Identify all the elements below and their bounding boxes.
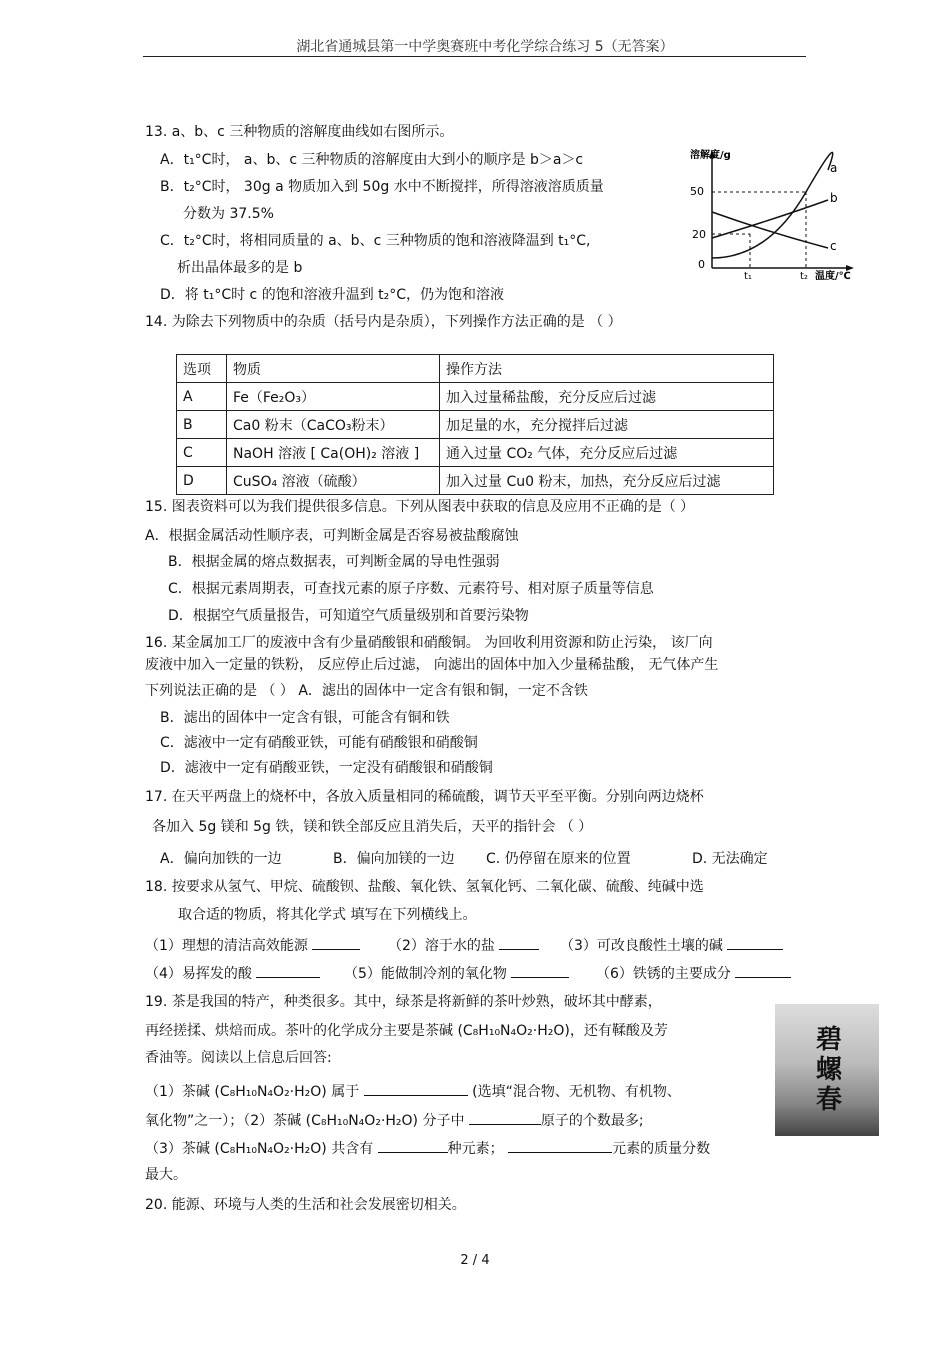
q17-line1: 17. 在天平两盘上的烧杯中，各放入质量相同的稀硫酸，调节天平至平衡。分别向两边烧杯 bbox=[145, 789, 704, 805]
q18-part6-label: （6）铁锈的主要成分 bbox=[596, 966, 731, 982]
q15-option-c: C．根据元素周期表，可查找元素的原子序数、元素符号、相对原子质量等信息 bbox=[168, 581, 654, 597]
answer-blank bbox=[735, 963, 791, 978]
q13-option-b-line1: B．t₂°C时， 30g a 物质加入到 50g 水中不断搅拌，所得溶液溶质质量 bbox=[160, 179, 604, 195]
q19-line2: 再经搓揉、烘焙而成。茶叶的化学成分主要是茶碱 (C₈H₁₀N₄O₂·H₂O)，还有鞣酸及芳 bbox=[145, 1023, 668, 1039]
curve-c bbox=[712, 212, 828, 248]
answer-blank bbox=[727, 935, 783, 950]
answer-blank bbox=[378, 1138, 448, 1153]
answer-blank bbox=[511, 963, 569, 978]
q18-part4-label: （4）易挥发的酸 bbox=[145, 966, 252, 982]
q18-part3-label: （3）可改良酸性土壤的碱 bbox=[560, 938, 723, 954]
table-cell: A bbox=[177, 383, 227, 411]
table-header-cell: 选项 bbox=[177, 355, 227, 383]
q13-option-c-line1: C．t₂°C时，将相同质量的 a、b、c 三种物质的饱和溶液降温到 t₁°C, bbox=[160, 233, 591, 249]
table-header-cell: 操作方法 bbox=[440, 355, 774, 383]
q19-line4-text-a: （1）茶碱 (C₈H₁₀N₄O₂·H₂O) 属于 bbox=[145, 1084, 360, 1100]
q13-option-b-line2: 分数为 37.5% bbox=[183, 206, 274, 222]
table-header-cell: 物质 bbox=[227, 355, 440, 383]
q16-line1: 16. 某金属加工厂的废液中含有少量硝酸银和硝酸铜。 为回收利用资源和防止污染， 该厂向 bbox=[145, 635, 713, 651]
table-row bbox=[177, 439, 774, 467]
q15-stem: 15. 图表资料可以为我们提供很多信息。下列从图表中获取的信息及应用不正确的是（ ） bbox=[145, 499, 695, 515]
q20-stem: 20. 能源、环境与人类的生活和社会发展密切相关。 bbox=[145, 1197, 466, 1213]
q13-option-a: A．t₁°C时， a、b、c 三种物质的溶解度由大到小的顺序是 b＞a＞c bbox=[160, 152, 584, 168]
q19-line6 bbox=[145, 1138, 710, 1158]
q16-line2: 废液中加入一定量的铁粉， 反应停止后过滤， 向滤出的固体中加入少量稀盐酸， 无气体产生 bbox=[145, 657, 719, 673]
q19-line4-text-b: (选填“混合物、无机物、有机物、 bbox=[472, 1084, 681, 1100]
q19-line5-text-a: 氧化物”之一）；（2）茶碱 (C₈H₁₀N₄O₂·H₂O) 分子中 bbox=[145, 1113, 465, 1129]
answer-blank bbox=[256, 963, 320, 978]
q19-line1: 19. 茶是我国的特产，种类很多。其中，绿茶是将新鲜的茶叶炒熟，破坏其中酵素， bbox=[145, 994, 662, 1010]
q15-option-a: A．根据金属活动性顺序表，可判断金属是否容易被盐酸腐蚀 bbox=[145, 528, 519, 544]
tea-image bbox=[775, 1004, 879, 1136]
q18-part5-label: （5）能做制冷剂的氧化物 bbox=[344, 966, 507, 982]
x-tick-t1: t₁ bbox=[744, 271, 752, 280]
answer-blank bbox=[508, 1138, 612, 1153]
q19-line6-text-c: 元素的质量分数 bbox=[612, 1141, 711, 1157]
q19-line6-text-a: （3）茶碱 (C₈H₁₀N₄O₂·H₂O) 共含有 bbox=[145, 1141, 374, 1157]
q17-option-b: B．偏向加镁的一边 bbox=[333, 851, 455, 867]
curve-label-b: b bbox=[830, 191, 838, 205]
q18-part2 bbox=[388, 935, 539, 955]
page-header: 湖北省通城县第一中学奥赛班中考化学综合练习 5（无答案） bbox=[296, 39, 674, 55]
table-cell: 加入过量 Cu0 粉末，加热，充分反应后过滤 bbox=[440, 467, 774, 495]
q16-line3: 下列说法正确的是 （ ） A．滤出的固体中一定含有银和铜，一定不含铁 bbox=[145, 683, 588, 699]
q19-line5-text-b: 原子的个数最多; bbox=[540, 1113, 644, 1129]
table-cell: 通入过量 CO₂ 气体，充分反应后过滤 bbox=[440, 439, 774, 467]
q17-option-c: C. 仍停留在原来的位置 bbox=[486, 851, 631, 867]
q18-part1 bbox=[145, 935, 360, 955]
q17-line2: 各加入 5g 镁和 5g 铁，镁和铁全部反应且消失后，天平的指针会 （ ） bbox=[152, 819, 593, 835]
q18-line2: 取合适的物质，将其化学式 填写在下列横线上。 bbox=[178, 907, 477, 923]
q16-option-c: C．滤液中一定有硝酸亚铁，可能有硝酸银和硝酸铜 bbox=[160, 735, 478, 751]
q18-part4 bbox=[145, 963, 320, 983]
table-row bbox=[177, 383, 774, 411]
q13-stem: 13. a、b、c 三种物质的溶解度曲线如右图所示。 bbox=[145, 124, 454, 140]
q14-stem: 14. 为除去下列物质中的杂质（括号内是杂质），下列操作方法正确的是 （ ） bbox=[145, 314, 622, 330]
q18-part5 bbox=[344, 963, 569, 983]
q19-line4 bbox=[145, 1081, 681, 1101]
answer-blank bbox=[312, 935, 360, 950]
header-rule bbox=[143, 56, 806, 57]
page-number: 2 / 4 bbox=[460, 1253, 490, 1268]
q19-line7: 最大。 bbox=[145, 1167, 187, 1183]
table-cell: 加足量的水，充分搅拌后过滤 bbox=[440, 411, 774, 439]
y-axis-label: 溶解度/g bbox=[690, 150, 731, 161]
table-header-row bbox=[177, 355, 774, 383]
answer-blank bbox=[364, 1081, 468, 1096]
q19-line3: 香油等。阅读以上信息后回答: bbox=[145, 1050, 332, 1066]
table-row bbox=[177, 467, 774, 495]
curve-label-c: c bbox=[830, 239, 837, 253]
table-cell: 加入过量稀盐酸，充分反应后过滤 bbox=[440, 383, 774, 411]
q18-part1-label: （1）理想的清洁高效能源 bbox=[145, 938, 308, 954]
q15-option-d: D．根据空气质量报告，可知道空气质量级别和首要污染物 bbox=[168, 608, 529, 624]
q18-part3 bbox=[560, 935, 783, 955]
table-cell: D bbox=[177, 467, 227, 495]
q16-option-d: D．滤液中一定有硝酸亚铁，一定没有硝酸银和硝酸铜 bbox=[160, 760, 493, 776]
q15-option-b: B．根据金属的熔点数据表，可判断金属的导电性强弱 bbox=[168, 554, 500, 570]
curve-b bbox=[712, 200, 828, 238]
q18-part2-label: （2）溶于水的盐 bbox=[388, 938, 495, 954]
solubility-chart bbox=[688, 140, 863, 280]
x-tick-t2: t₂ bbox=[800, 271, 808, 280]
table-row bbox=[177, 411, 774, 439]
q17-option-a: A．偏向加铁的一边 bbox=[160, 851, 282, 867]
x-axis-label: 温度/℃ bbox=[815, 271, 851, 280]
q19-line6-text-b: 种元素； bbox=[447, 1141, 504, 1157]
q13-option-d: D．将 t₁°C时 c 的饱和溶液升温到 t₂°C，仍为饱和溶液 bbox=[160, 287, 505, 303]
q13-option-c-line2: 析出晶体最多的是 b bbox=[177, 260, 303, 276]
q14-table bbox=[176, 354, 774, 495]
answer-blank bbox=[499, 935, 539, 950]
q17-option-d: D. 无法确定 bbox=[692, 851, 768, 867]
table-cell: NaOH 溶液 [ Ca(OH)₂ 溶液 ] bbox=[227, 439, 440, 467]
y-tick-0: 0 bbox=[698, 258, 705, 271]
q18-line1: 18. 按要求从氢气、甲烷、硫酸钡、盐酸、氧化铁、氢氧化钙、二氧化碳、硫酸、纯碱中选 bbox=[145, 879, 704, 895]
q18-part6 bbox=[596, 963, 791, 983]
tea-image-text: 碧螺春 bbox=[811, 1025, 842, 1115]
q16-option-b: B．滤出的固体中一定含有银，可能含有铜和铁 bbox=[160, 710, 450, 726]
curve-label-a: a bbox=[830, 161, 838, 175]
table-cell: Fe（Fe₂O₃） bbox=[227, 383, 440, 411]
y-tick-50: 50 bbox=[690, 185, 704, 198]
table-cell: B bbox=[177, 411, 227, 439]
table-cell: CuSO₄ 溶液（硫酸） bbox=[227, 467, 440, 495]
answer-blank bbox=[469, 1110, 541, 1125]
table-cell: C bbox=[177, 439, 227, 467]
table-cell: Ca0 粉末（CaCO₃粉末） bbox=[227, 411, 440, 439]
q19-line5 bbox=[145, 1110, 644, 1130]
y-tick-20: 20 bbox=[692, 228, 706, 241]
